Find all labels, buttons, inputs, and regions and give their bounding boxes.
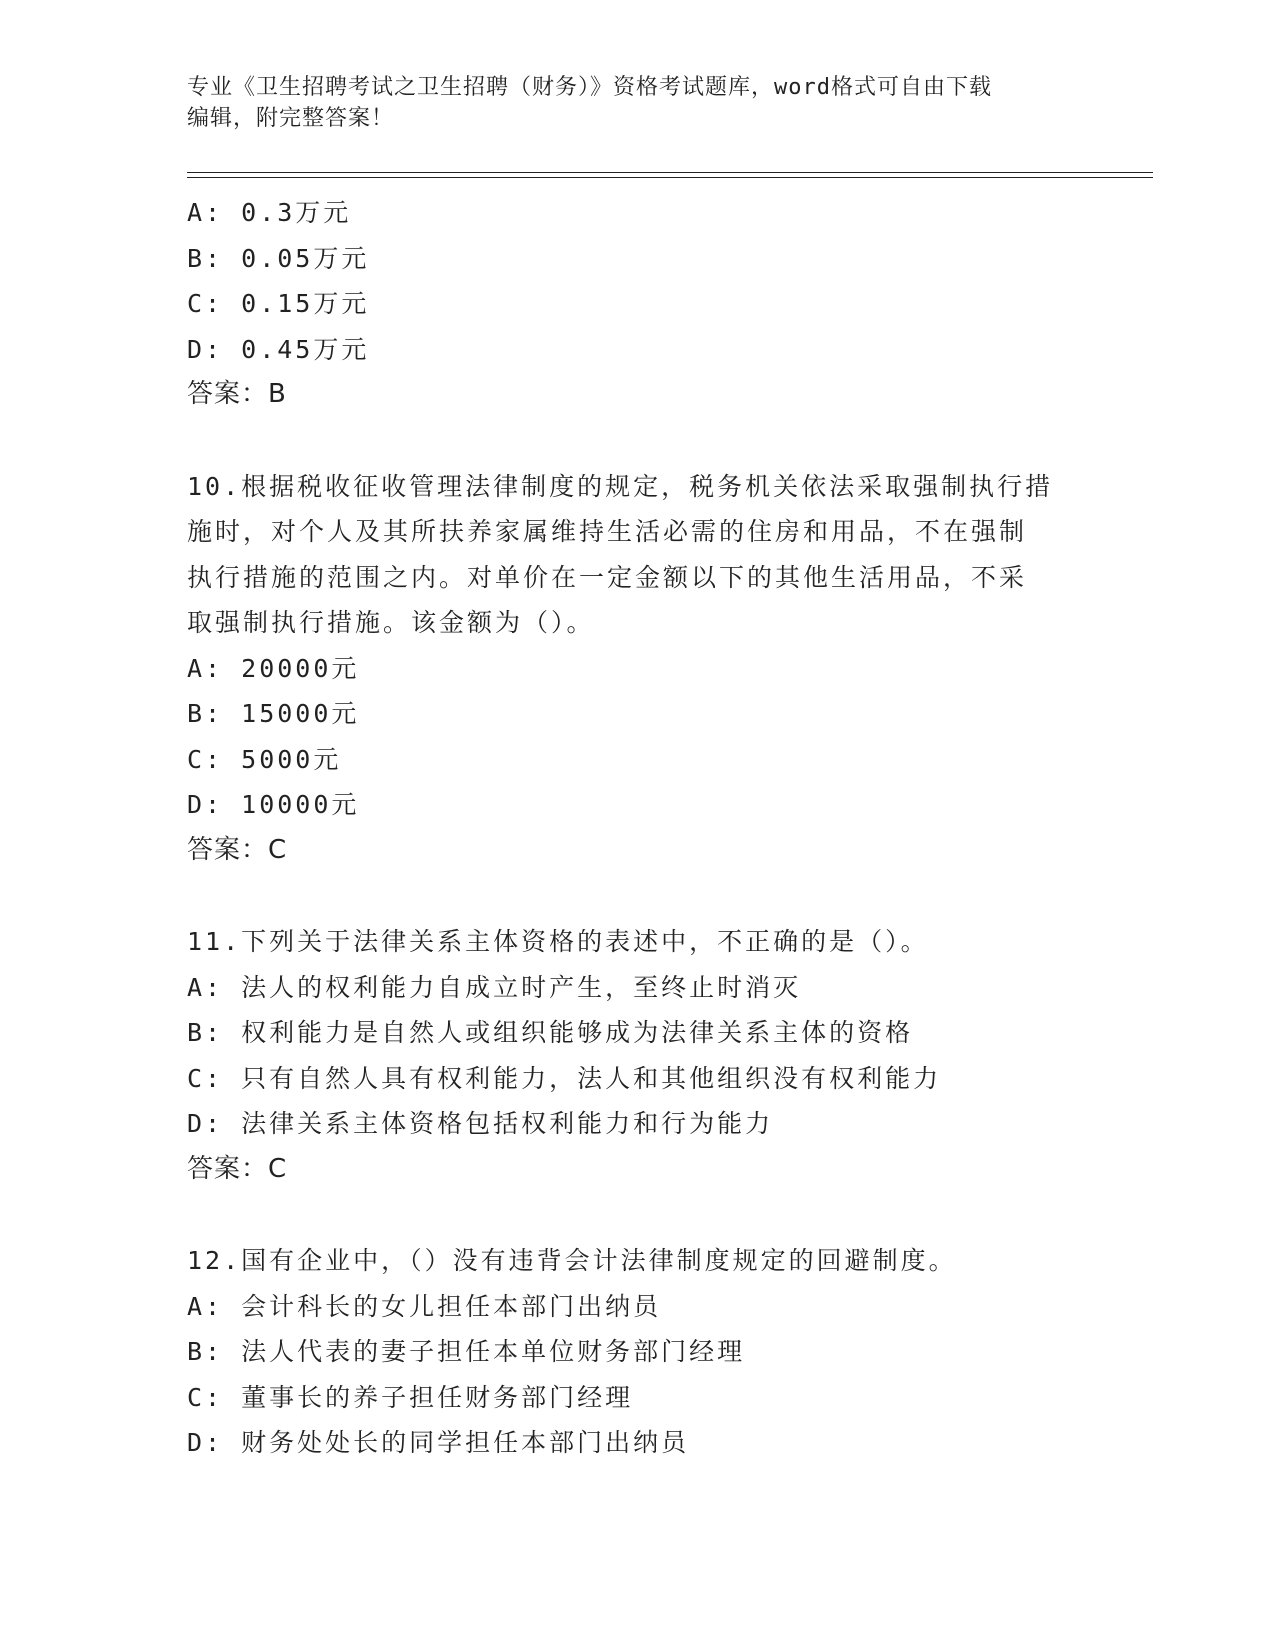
spacer (187, 873, 1087, 919)
spacer (187, 1192, 1087, 1238)
option-c: C: 董事长的养子担任财务部门经理 (187, 1382, 634, 1412)
question-9 (187, 190, 1087, 418)
document-header (187, 72, 1067, 134)
option-a: A: 法人的权利能力自成立时产生，至终止时消灭 (187, 972, 802, 1002)
answer: 答案：C (187, 1153, 288, 1184)
question-stem-line: 取强制执行措施。该金额为（）。 (187, 608, 595, 637)
spacer (187, 418, 1087, 464)
question-10 (187, 464, 1087, 874)
answer: 答案：B (187, 379, 287, 409)
header-divider-top (187, 172, 1153, 173)
option-a: A: 20000元 (187, 653, 360, 683)
question-stem-line: 11.下列关于法律关系主体资格的表述中，不正确的是（）。 (187, 927, 929, 956)
header-divider-bottom (187, 177, 1153, 178)
question-stem-line: 12.国有企业中，（）没有违背会计法律制度规定的回避制度。 (187, 1246, 957, 1275)
option-b: B: 权利能力是自然人或组织能够成为法律关系主体的资格 (187, 1018, 914, 1047)
option-a: A: 0.3万元 (187, 198, 352, 227)
option-b: B: 法人代表的妻子担任本单位财务部门经理 (187, 1337, 746, 1366)
header-line-2: 编辑，附完整答案！ (187, 106, 395, 131)
option-d: D: 法律关系主体资格包括权利能力和行为能力 (187, 1109, 774, 1138)
option-d: D: 10000元 (187, 790, 360, 819)
option-b: B: 15000元 (187, 699, 360, 728)
option-c: C: 0.15万元 (187, 289, 370, 318)
option-d: D: 0.45万元 (187, 334, 370, 364)
question-stem-line: 执行措施的范围之内。对单价在一定金额以下的其他生活用品，不采 (187, 562, 1028, 592)
option-b: B: 0.05万元 (187, 243, 370, 273)
question-stem-line: 施时，对个人及其所扶养家属维持生活必需的住房和用品，不在强制 (187, 517, 1028, 546)
option-a: A: 会计科长的女儿担任本部门出纳员 (187, 1291, 662, 1321)
question-12 (187, 1238, 1087, 1466)
option-d: D: 财务处处长的同学担任本部门出纳员 (187, 1428, 690, 1457)
option-c: C: 5000元 (187, 744, 342, 774)
header-line-1: 专业《卫生招聘考试之卫生招聘（财务）》资格考试题库，word格式可自由下载 (187, 75, 992, 100)
question-content (187, 190, 1087, 1466)
question-stem-line: 10.根据税收征收管理法律制度的规定，税务机关依法采取强制执行措 (187, 471, 1054, 501)
answer: 答案：C (187, 834, 288, 865)
question-11 (187, 919, 1087, 1192)
option-c: C: 只有自然人具有权利能力，法人和其他组织没有权利能力 (187, 1063, 942, 1093)
